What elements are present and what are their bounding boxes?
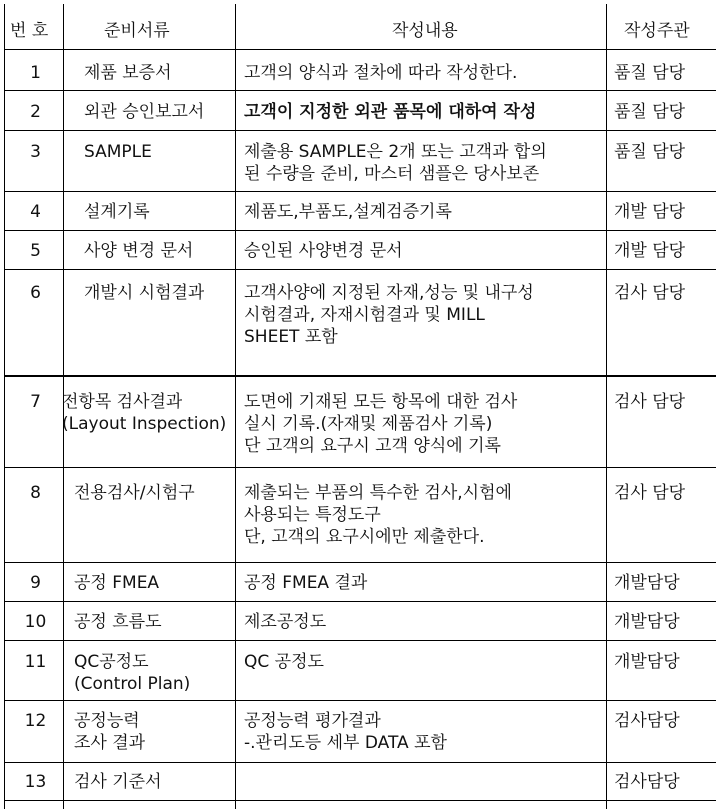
owner-label: 검사 담당 <box>614 483 686 503</box>
document-name: 공정 흐름도 <box>74 612 162 632</box>
header-divider <box>4 49 716 50</box>
row-divider <box>4 700 716 701</box>
row-divider <box>4 230 716 231</box>
row-number: 10 <box>24 612 47 632</box>
content-line: 공정능력 평가결과 <box>244 711 381 731</box>
header-no: 번 호 <box>10 21 49 41</box>
content-line: 사용되는 특정도구 <box>244 505 381 525</box>
row-divider <box>4 191 716 192</box>
content-line: 공정 FMEA 결과 <box>244 573 368 593</box>
row-number: 12 <box>24 711 47 731</box>
content-line: 고객이 지정한 외관 품목에 대하여 작성 <box>244 102 537 122</box>
document-name: 조사 결과 <box>74 733 146 753</box>
content-line: 된 수량을 준비, 마스터 샘플은 당사보존 <box>244 164 540 184</box>
content-line: 고객의 양식과 절차에 따라 작성한다. <box>244 63 518 83</box>
header-owner: 작성주관 <box>624 21 690 41</box>
row-divider <box>4 601 716 602</box>
document-name: 전항목 검사결과 <box>62 392 183 412</box>
document-name: 공정 FMEA <box>74 573 160 593</box>
document-name: 외관 승인보고서 <box>84 102 205 122</box>
column-divider <box>235 4 236 809</box>
column-divider <box>606 4 607 809</box>
owner-label: 검사 담당 <box>614 283 686 303</box>
document-name: QC공정도 <box>74 652 149 672</box>
owner-label: 품질 담당 <box>614 63 686 83</box>
row-divider <box>4 640 716 641</box>
owner-label: 품질 담당 <box>614 142 686 162</box>
owner-label: 개발담당 <box>614 612 680 632</box>
row-number: 4 <box>30 202 41 222</box>
owner-label: 품질 담당 <box>614 102 686 122</box>
owner-label: 개발담당 <box>614 573 680 593</box>
header-content: 작성내용 <box>392 21 458 41</box>
content-line: 단, 고객의 요구시에만 제출한다. <box>244 527 485 547</box>
row-divider <box>4 130 716 131</box>
owner-label: 검사담당 <box>614 711 680 731</box>
content-line: SHEET 포함 <box>244 327 338 347</box>
row-number: 6 <box>30 283 41 303</box>
row-number: 7 <box>30 392 41 412</box>
row-number: 9 <box>30 573 41 593</box>
content-line: 제출되는 부품의 특수한 검사,시험에 <box>244 483 512 503</box>
row-number: 5 <box>30 241 41 261</box>
content-line: 제출용 SAMPLE은 2개 또는 고객과 합의 <box>244 142 547 162</box>
row-divider <box>4 467 716 468</box>
owner-label: 검사 담당 <box>614 392 686 412</box>
content-line: 도면에 기재된 모든 항목에 대한 검사 <box>244 392 518 412</box>
document-name: 검사 기준서 <box>74 772 162 792</box>
content-line: 단 고객의 요구시 고객 양식에 기록 <box>244 436 501 456</box>
content-line: 실시 기록.(자재및 제품검사 기록) <box>244 414 493 434</box>
row-divider <box>4 800 716 801</box>
column-divider <box>4 4 5 809</box>
owner-label: 개발담당 <box>614 652 680 672</box>
content-line: 제조공정도 <box>244 612 327 632</box>
document-name: 개발시 시험결과 <box>84 283 205 303</box>
document-name: SAMPLE <box>84 142 152 162</box>
document-name: 설계기록 <box>84 202 150 222</box>
owner-label: 개발 담당 <box>614 241 686 261</box>
row-divider <box>4 762 716 763</box>
document-name: 전용검사/시험구 <box>74 483 195 503</box>
document-name: (Layout Inspection) <box>62 414 227 434</box>
row-divider <box>4 375 716 377</box>
document-name: (Control Plan) <box>74 674 191 694</box>
row-number: 8 <box>30 483 41 503</box>
document-name: 사양 변경 문서 <box>84 241 194 261</box>
row-number: 13 <box>24 772 47 792</box>
row-number: 2 <box>30 102 41 122</box>
row-number: 1 <box>30 63 41 83</box>
row-number: 11 <box>24 652 47 672</box>
row-divider <box>4 269 716 270</box>
owner-label: 검사담당 <box>614 772 680 792</box>
content-line: 고객사양에 지정된 자재,성능 및 내구성 <box>244 283 534 303</box>
row-divider <box>4 562 716 563</box>
header-document: 준비서류 <box>104 21 170 41</box>
owner-label: 개발 담당 <box>614 202 686 222</box>
content-line: QC 공정도 <box>244 652 324 672</box>
row-number: 3 <box>30 142 41 162</box>
row-divider <box>4 90 716 91</box>
content-line: 제품도,부품도,설계검증기록 <box>244 202 452 222</box>
document-name: 제품 보증서 <box>84 63 172 83</box>
content-line: 시험결과, 자재시험결과 및 MILL <box>244 305 485 325</box>
content-line: 승인된 사양변경 문서 <box>244 241 403 261</box>
document-name: 공정능력 <box>74 711 140 731</box>
content-line: -.관리도등 세부 DATA 포함 <box>244 733 447 753</box>
